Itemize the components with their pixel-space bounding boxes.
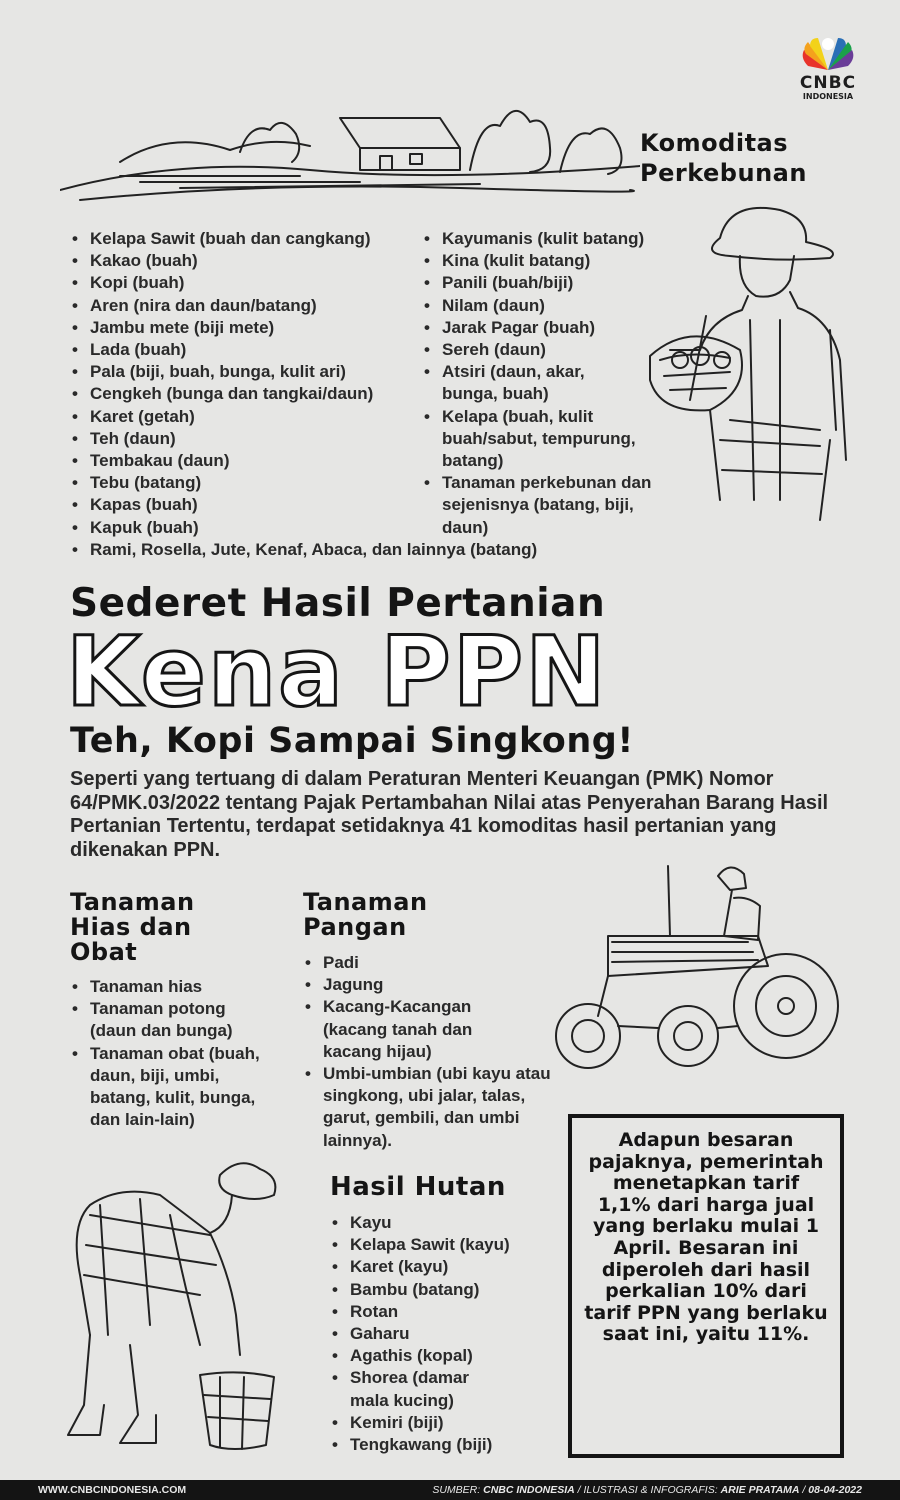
list-item: • Kacang-Kacangan (kacang tanah dan kacang hijau) xyxy=(303,996,503,1063)
pangan-list xyxy=(303,952,551,1152)
pangan-title-line1: Tanaman xyxy=(303,888,428,916)
list-item: • Karet (getah) xyxy=(70,406,590,428)
farmer-basket-illustration xyxy=(630,200,870,530)
credit-date-sep: / xyxy=(799,1484,809,1496)
list-item: • Teh (daun) xyxy=(70,428,590,450)
list-item: • Karet (kayu) xyxy=(330,1256,530,1278)
list-item: • Atsiri (daun, akar, bunga, buah) xyxy=(422,361,612,405)
list-item: • Shorea (damar mala kucing) xyxy=(330,1367,490,1411)
headline-line3: Teh, Kopi Sampai Singkong! xyxy=(70,721,634,761)
list-item: • Panili (buah/biji) xyxy=(422,272,682,294)
komoditas-title-line2: Perkebunan xyxy=(640,159,807,187)
list-item: • Jambu mete (biji mete) xyxy=(70,317,590,339)
komoditas-title xyxy=(640,128,880,188)
farm-landscape-illustration xyxy=(60,78,640,208)
hias-title-line2: Hias dan xyxy=(70,913,192,941)
list-item: • Jagung xyxy=(303,974,543,996)
list-item: • Jarak Pagar (buah) xyxy=(422,317,682,339)
pangan-title xyxy=(303,890,523,940)
list-item: • Kayu xyxy=(330,1212,530,1234)
list-item: • Padi xyxy=(303,952,543,974)
list-item: • Kayumanis (kulit batang) xyxy=(422,228,682,250)
hias-title xyxy=(70,890,280,965)
list-item: • Rami, Rosella, Jute, Kenaf, Abaca, dan lainnya (batang) xyxy=(70,539,590,561)
list-item: • Kemiri (biji) xyxy=(330,1412,530,1434)
list-item: • Nilam (daun) xyxy=(422,295,682,317)
credit-prefix: SUMBER: xyxy=(432,1484,484,1496)
footer-website[interactable]: WWW.CNBCINDONESIA.COM xyxy=(38,1484,187,1496)
hutan-title: Hasil Hutan xyxy=(330,1172,506,1202)
headline-line2: Kena PPN xyxy=(66,616,608,728)
credit-author: ARIE PRATAMA xyxy=(720,1484,800,1496)
list-item: • Bambu (batang) xyxy=(330,1279,530,1301)
list-item: • Kelapa Sawit (buah dan cangkang) xyxy=(70,228,590,250)
headline-line1: Sederet Hasil Pertanian xyxy=(70,581,606,626)
list-item: • Umbi-umbian (ubi kayu atau singkong, ubi jalar, talas, garut, gembili, dan umbi lainnya). xyxy=(303,1063,553,1152)
tractor-illustration xyxy=(548,856,848,1086)
pangan-title-line2: Pangan xyxy=(303,913,407,941)
hutan-list xyxy=(330,1212,530,1456)
list-item: • Gaharu xyxy=(330,1323,530,1345)
list-item: • Rotan xyxy=(330,1301,530,1323)
list-item: • Kakao (buah) xyxy=(70,250,590,272)
list-item: • Sereh (daun) xyxy=(422,339,682,361)
hias-title-line1: Tanaman xyxy=(70,888,195,916)
komoditas-title-line1: Komoditas xyxy=(640,129,789,157)
intro-paragraph: Seperti yang tertuang di dalam Peraturan Menteri Keuangan (PMK) Nomor 64/PMK.03/2022 tentang Pajak Pertambahan Nilai atas Penyerahan Barang Hasil Pertanian Tertentu, terdapat setidaknya 41 komoditas hasil pertanian yang dikenakan PPN. xyxy=(70,768,829,861)
list-item: • Tembakau (daun) xyxy=(70,450,590,472)
list-item: • Tebu (batang) xyxy=(70,472,590,494)
list-item: • Cengkeh (bunga dan tangkai/daun) xyxy=(70,383,590,405)
tax-info-box xyxy=(568,1114,844,1458)
list-item: • Aren (nira dan daun/batang) xyxy=(70,295,590,317)
list-item: • Kina (kulit batang) xyxy=(422,250,682,272)
list-item: • Tengkawang (biji) xyxy=(330,1434,530,1456)
list-item: • Tanaman hias xyxy=(70,976,270,998)
list-item: • Agathis (kopal) xyxy=(330,1345,530,1367)
list-item: • Lada (buah) xyxy=(70,339,590,361)
footer-credits xyxy=(432,1480,862,1500)
cnbc-logo xyxy=(786,36,870,102)
list-item: • Kopi (buah) xyxy=(70,272,590,294)
list-item: • Tanaman potong (daun dan bunga) xyxy=(70,998,250,1042)
hias-list xyxy=(70,976,270,1131)
credit-middle: / ILUSTRASI & INFOGRAFIS: xyxy=(574,1484,721,1496)
hias-title-line3: Obat xyxy=(70,938,138,966)
list-item: • Kelapa (buah, kulit buah/sabut, tempurung, batang) xyxy=(422,406,652,473)
peacock-icon xyxy=(798,36,858,70)
brand-sub: INDONESIA xyxy=(802,92,854,101)
footer-bar xyxy=(0,1480,900,1500)
credit-date: 08-04-2022 xyxy=(808,1484,862,1496)
list-item: • Kapas (buah) xyxy=(70,494,590,516)
list-item: • Tanaman obat (buah, daun, biji, umbi, batang, kulit, bunga, dan lain-lain) xyxy=(70,1043,265,1132)
tax-info-text: Adapun besaran pajaknya, pemerintah menetapkan tarif 1,1% dari harga jual yang berlaku mulai 1 April. Besaran ini diperoleh dari hasil perkalian 10% dari tarif PPN yang berlaku saat ini, yaitu 11%. xyxy=(584,1129,828,1346)
credit-source: CNBC INDONESIA xyxy=(483,1484,575,1496)
list-item: • Tanaman perkebunan dan sejenisnya (batang, biji, daun) xyxy=(422,472,682,539)
list-item: • Kelapa Sawit (kayu) xyxy=(330,1234,530,1256)
list-item: • Kapuk (buah) xyxy=(70,517,590,539)
farmer-bucket-illustration xyxy=(60,1155,290,1455)
brand-name: CNBC xyxy=(799,73,857,93)
list-item: • Pala (biji, buah, bunga, kulit ari) xyxy=(70,361,590,383)
